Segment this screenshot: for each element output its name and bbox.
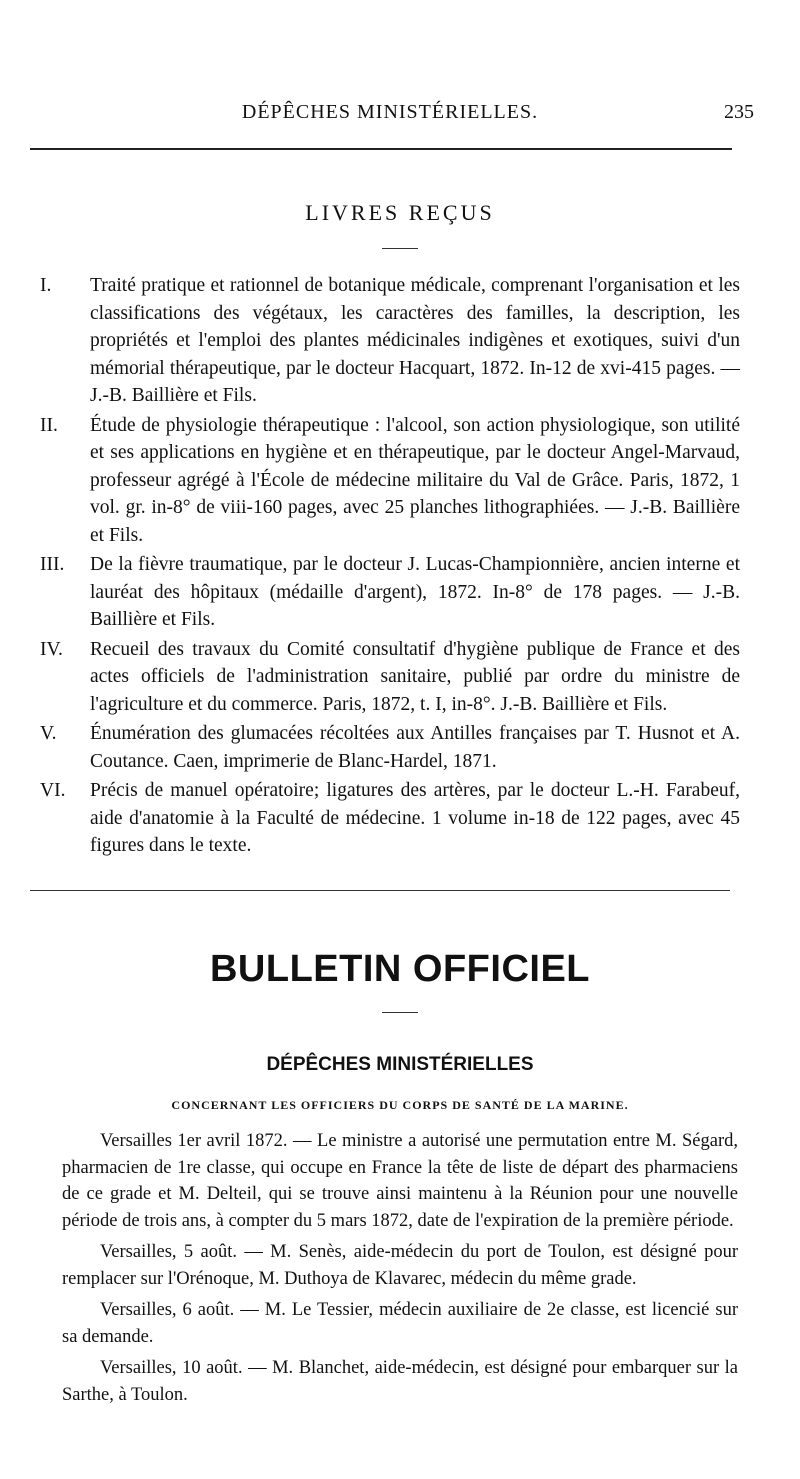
entry-text: Énumération des glumacées récoltées aux Antilles françaises par T. Husnot et A. Coutance. Caen, imprimerie de Blanc-Hardel, 1871. xyxy=(90,723,740,772)
page-number: 235 xyxy=(724,101,754,123)
list-item xyxy=(40,272,740,410)
entry-text: Traité pratique et rationnel de botanique médicale, comprenant l'organisation et les classifications des végétaux, les caractères des familles, la description, les propriétés et l'emploi des plantes médicinales indigènes et exotiques, suivi d'un mémorial thérapeutique, par le docteur Hacquart, 1872. In-12 de xvi-415 pages. — J.-B. Baillière et Fils. xyxy=(90,275,740,406)
notice-paragraph: Versailles, 10 août. — M. Blanchet, aide-médecin, est désigné pour embarquer sur la Sarthe, à Toulon. xyxy=(62,1358,738,1405)
entry-number: V. xyxy=(40,723,57,744)
list-item xyxy=(40,777,740,860)
section-title: LIVRES REÇUS xyxy=(305,200,495,225)
bulletin-title: BULLETIN OFFICIEL xyxy=(209,948,591,990)
entry-number: VI. xyxy=(40,780,66,801)
list-item xyxy=(40,720,740,775)
entry-number: III. xyxy=(40,554,65,575)
running-head-title: DÉPÊCHES MINISTÉRIELLES. xyxy=(241,101,539,123)
entry-number: II. xyxy=(40,414,58,436)
running-head xyxy=(40,101,754,131)
entry-text: Recueil des travaux du Comité consultatif d'hygiène publique de France et des actes officiels de l'administration sanitaire, publié par ordre du ministre de l'agriculture et du commerce. Paris, 1872, t. I, in-8°. J.-B. Baillière et Fils. xyxy=(90,638,740,715)
header-rule xyxy=(30,148,732,150)
list-item xyxy=(40,636,740,719)
notice-paragraph: Versailles, 5 août. — M. Senès, aide-médecin du port de Toulon, est désigné pour remplacer sur l'Orénoque, M. Duthoya de Klavarec, médecin du même grade. xyxy=(62,1242,738,1289)
notice-paragraph: Versailles, 6 août. — M. Le Tessier, médecin auxiliaire de 2e classe, est licencié sur sa demande. xyxy=(62,1300,738,1347)
entry-number: IV. xyxy=(40,638,63,660)
entry-text: Précis de manuel opératoire; ligatures des artères, par le docteur L.-H. Farabeuf, aide d'anatomie à la Faculté de médecine. 1 volume in-18 de 122 pages, avec 45 figures dans le texte. xyxy=(90,780,740,856)
entry-text: De la fièvre traumatique, par le docteur J. Lucas-Championnière, ancien interne et lauréat des hôpitaux (médaille d'argent), 1872. In-8° de 178 pages. — J.-B. Baillière et Fils. xyxy=(90,554,740,630)
bulletin-short-rule xyxy=(382,1012,418,1013)
notices xyxy=(62,1128,738,1413)
section-short-rule xyxy=(382,248,418,249)
bulletin-subsubtitle: CONCERNANT LES OFFICIERS DU CORPS DE SANTÉ DE LA MARINE. xyxy=(171,1098,629,1112)
list-item xyxy=(40,551,740,634)
list-item xyxy=(40,412,740,550)
bulletin-subtitle: DÉPÊCHES MINISTÉRIELLES xyxy=(266,1054,534,1075)
section-divider xyxy=(30,890,730,891)
entry-number: I. xyxy=(40,275,52,296)
book-list xyxy=(40,272,740,862)
entry-text: Étude de physiologie thérapeutique : l'alcool, son action physiologique, son utilité et ses applications en hygiène et en thérapeutique, par le docteur Angel-Marvaud, professeur agrégé à l'École de médecine militaire du Val de Grâce. Paris, 1872, 1 vol. gr. in-8° de viii-160 pages, avec 25 planches lithographiées. — J.-B. Baillière et Fils. xyxy=(90,414,740,546)
notice-paragraph: Versailles 1er avril 1872. — Le ministre a autorisé une permutation entre M. Ségard, pharmacien de 1re classe, qui occupe en France la tête de liste de départ des pharmaciens de ce grade et M. Delteil, qui se trouve ainsi maintenu à la Réunion pour une nouvelle période de trois ans, à compter du 5 mars 1872, date de l'expiration de la première période. xyxy=(62,1131,738,1231)
